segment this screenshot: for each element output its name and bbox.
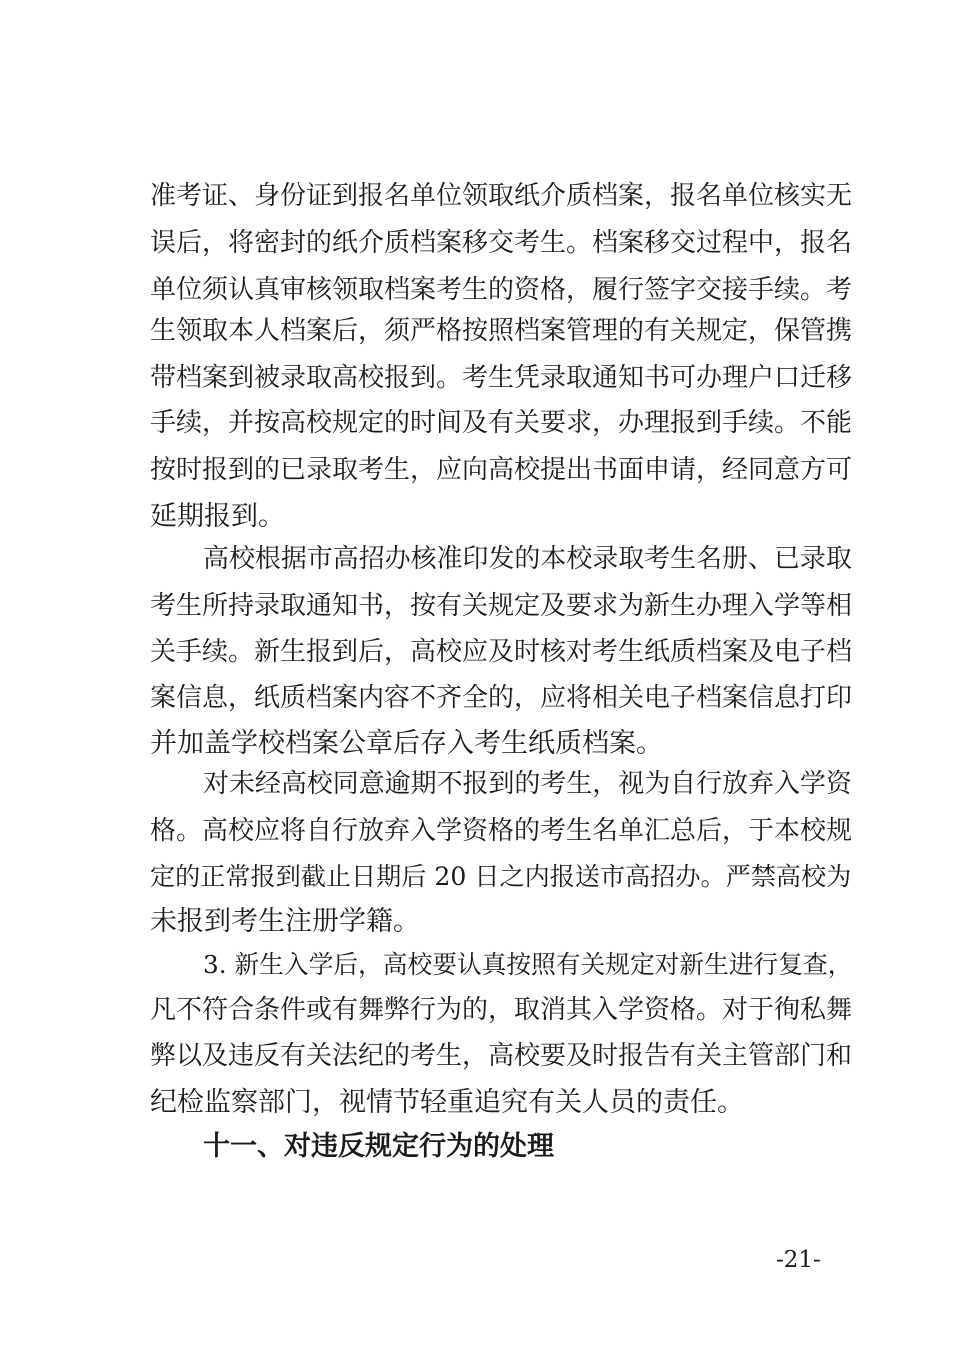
- text-line: 对未经高校同意逾期不报到的考生，视为自行放弃入学资: [203, 769, 852, 799]
- text-line: 格。高校应将自行放弃入学资格的考生名单汇总后，于本校规: [150, 816, 853, 846]
- text-line: 生领取本人档案后，须严格按照档案管理的有关规定，保管携: [150, 316, 853, 346]
- text-line: 高校根据市高招办核准印发的本校录取考生名册、已录取: [203, 544, 852, 574]
- text-line: 带档案到被录取高校报到。考生凭录取通知书可办理户口迁移: [150, 363, 853, 393]
- section-heading: 十一、对违反规定行为的处理: [203, 1131, 554, 1162]
- text-line: 定的正常报到截止日期后 20 日之内报送市高招办。严禁高校为: [150, 862, 852, 891]
- text-line: 考生所持录取通知书，按有关规定及要求为新生办理入学等相: [150, 591, 853, 621]
- text-line: 准考证、身份证到报名单位领取纸介质档案，报名单位核实无: [150, 181, 853, 211]
- text-line: 未报到考生注册学籍。: [150, 906, 420, 937]
- text-line: 3. 新生入学后，高校要认真按照有关规定对新生进行复查，: [203, 950, 853, 979]
- text-line: 纪检监察部门，视情节轻重追究有关人员的责任。: [150, 1087, 744, 1118]
- text-line: 单位须认真审核领取档案考生的资格，履行签字交接手续。考: [150, 275, 853, 305]
- text-line: 按时报到的已录取考生，应向高校提出书面申请，经同意方可: [150, 455, 853, 485]
- text-line: 凡不符合条件或有舞弊行为的，取消其入学资格。对于徇私舞: [150, 995, 853, 1025]
- text-line: 手续，并按高校规定的时间及有关要求，办理报到手续。不能: [150, 408, 853, 438]
- page-number: -21-: [776, 1247, 821, 1273]
- text-line: 并加盖学校档案公章后存入考生纸质档案。: [150, 728, 663, 759]
- text-line: 案信息，纸质档案内容不齐全的，应将相关电子档案信息打印: [150, 683, 853, 713]
- text-line: 关手续。新生报到后，高校应及时核对考生纸质档案及电子档: [150, 637, 853, 667]
- text-line: 误后，将密封的纸介质档案移交考生。档案移交过程中，报名: [150, 228, 853, 258]
- text-line: 延期报到。: [150, 501, 285, 532]
- text-line: 弊以及违反有关法纪的考生，高校要及时报告有关主管部门和: [150, 1041, 853, 1071]
